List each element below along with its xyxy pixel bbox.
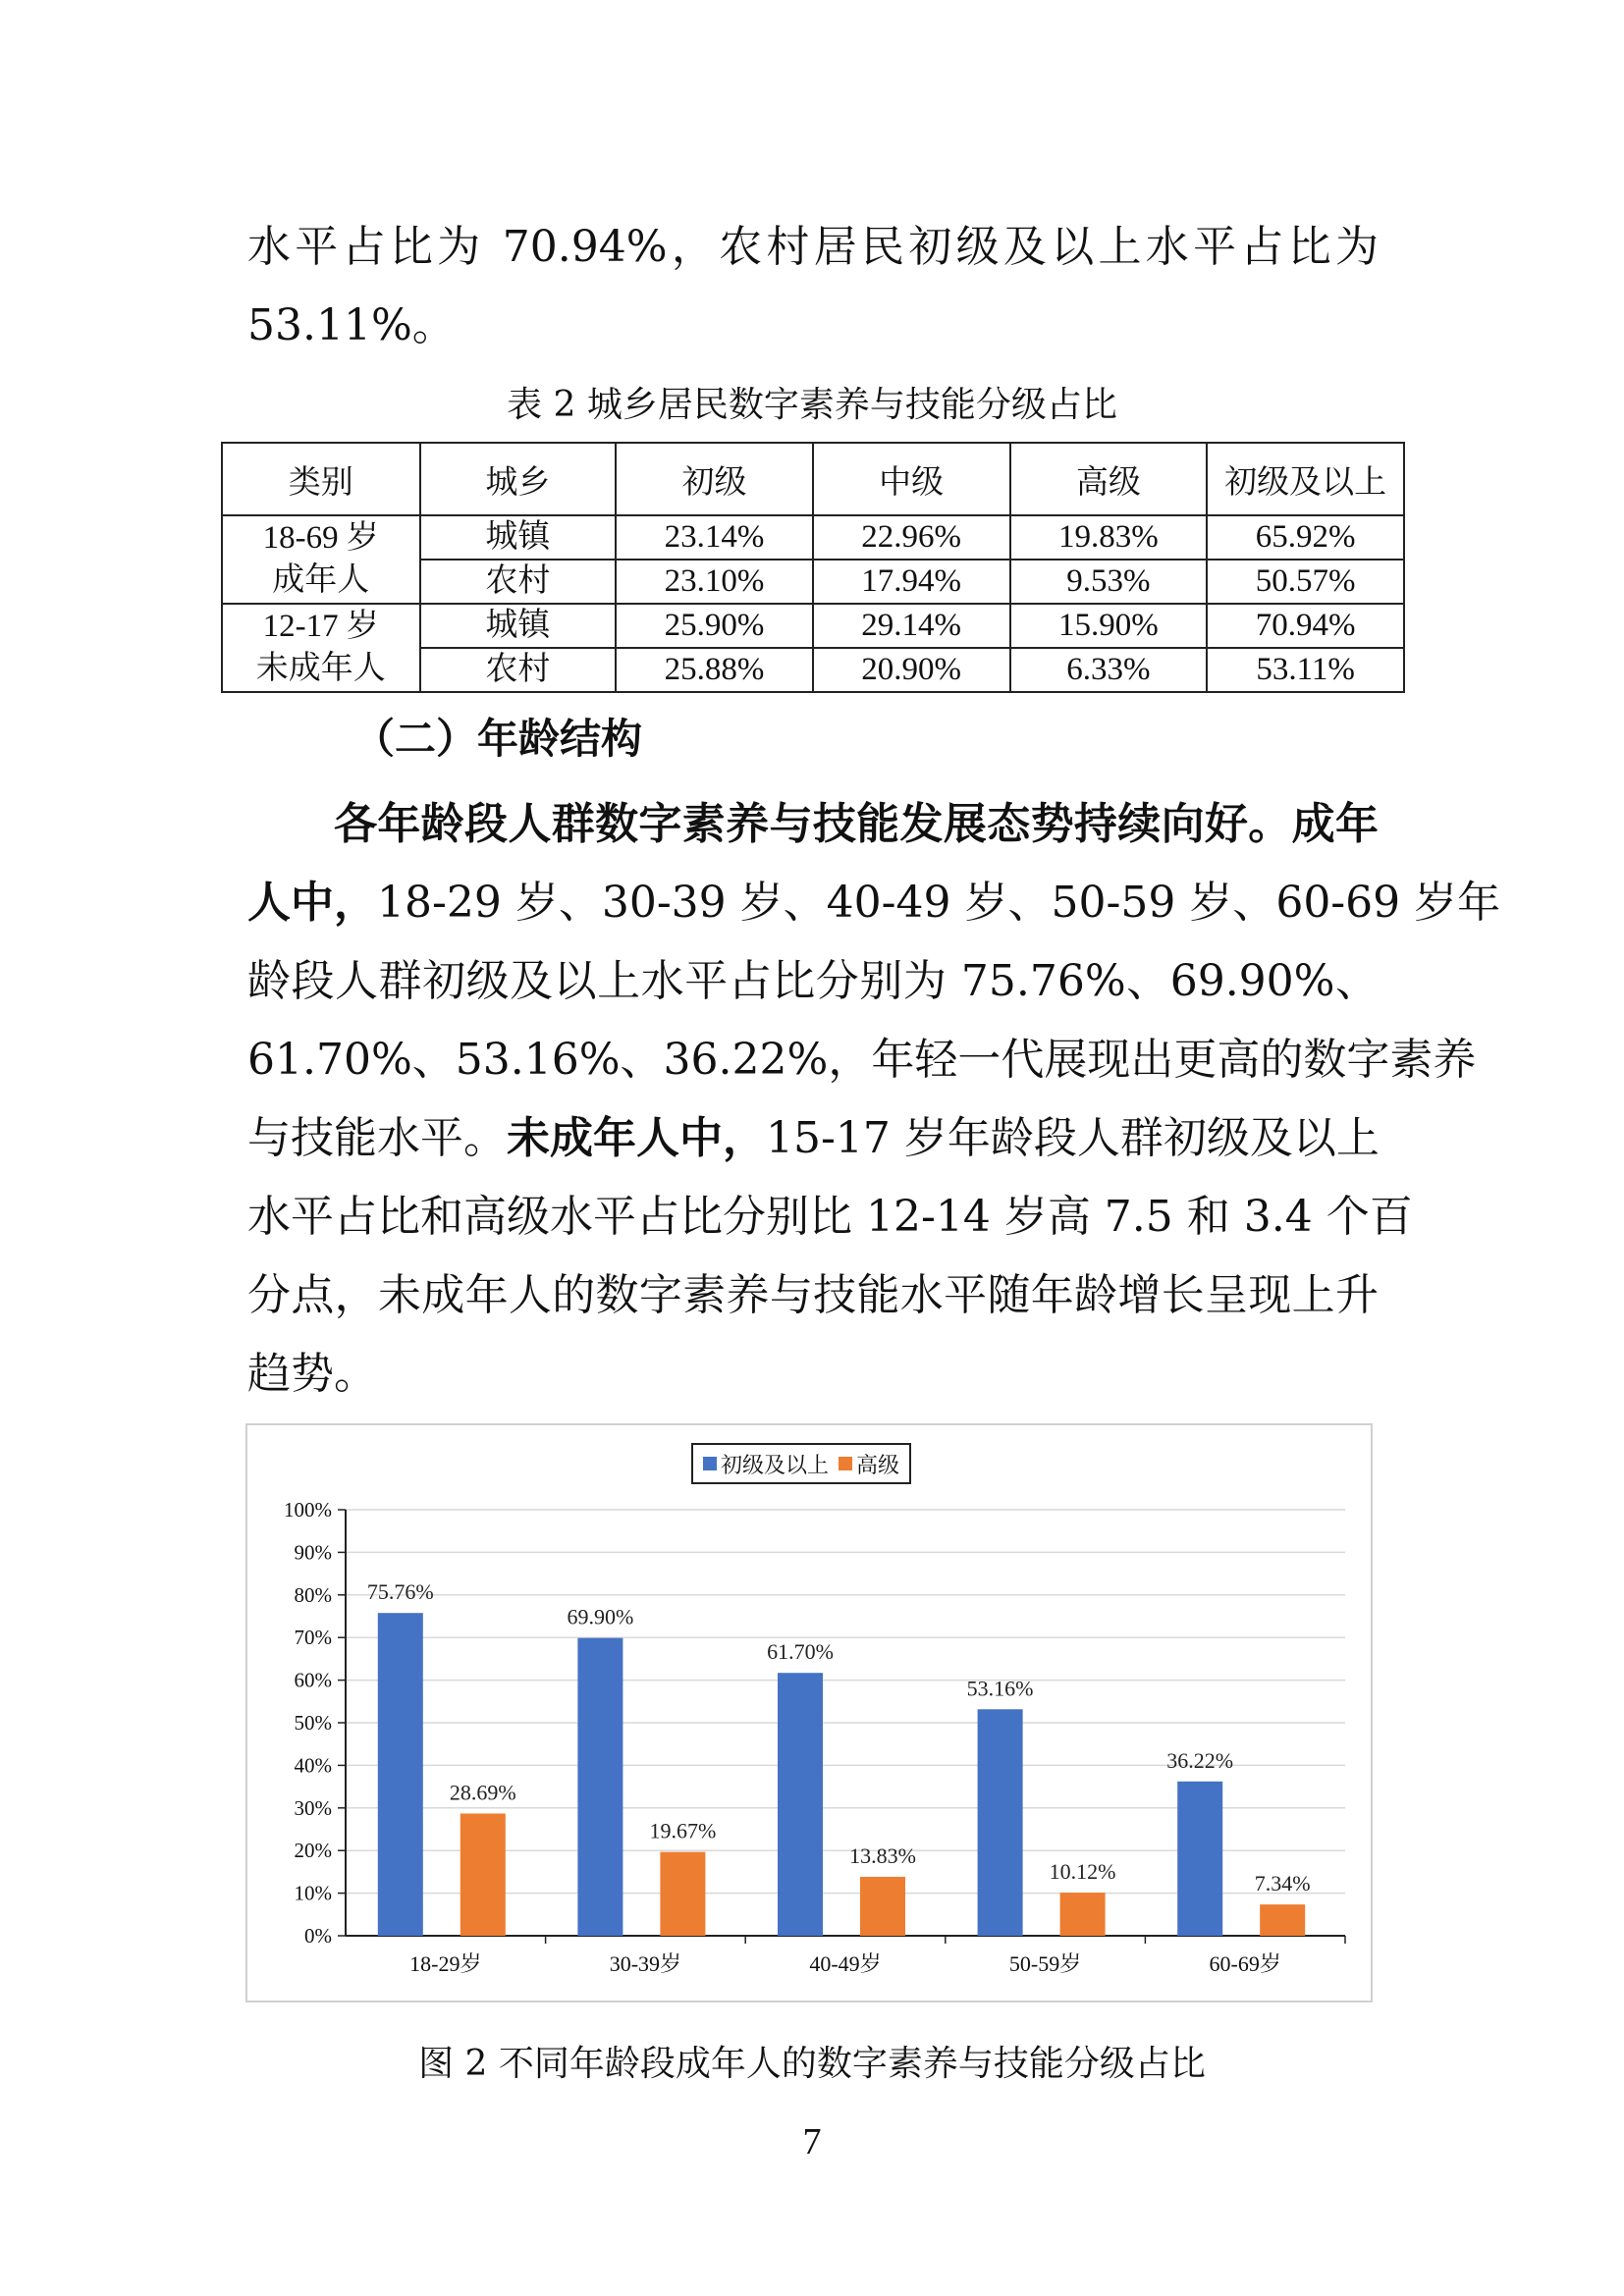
table-cell: 15.90% <box>1010 604 1208 648</box>
table-cell: 53.11% <box>1207 648 1404 692</box>
group-label-minor <box>222 604 420 692</box>
x-tick-label: 30-39岁 <box>609 1951 682 1976</box>
legend-label-advanced: 高级 <box>856 1453 900 1478</box>
table-cell: 19.83% <box>1010 515 1208 560</box>
data-label: 19.67% <box>649 1818 717 1843</box>
table-cell: 城镇 <box>420 515 617 560</box>
y-tick-label: 90% <box>294 1540 332 1565</box>
x-tick-label: 40-49岁 <box>809 1951 882 1976</box>
body-line-6: 水平占比和高级水平占比分别比 12-14 岁高 7.5 和 3.4 个百 <box>247 1192 1413 1242</box>
data-label: 13.83% <box>849 1842 916 1868</box>
legend-label-basic: 初级及以上 <box>721 1453 830 1478</box>
data-label: 69.90% <box>567 1604 634 1629</box>
header-basic-and-above: 初级及以上 <box>1207 443 1404 515</box>
bar-advanced <box>1260 1904 1305 1936</box>
table-cell: 城镇 <box>420 604 617 648</box>
bar-advanced <box>660 1852 705 1936</box>
body-line-5 <box>247 1099 1379 1178</box>
body-line-1: 各年龄段人群数字素养与技能发展态势持续向好。成年 <box>334 799 1379 849</box>
table-cell: 25.90% <box>616 604 813 648</box>
table-cell: 25.88% <box>616 648 813 692</box>
body-line-8: 趋势。 <box>247 1349 377 1399</box>
bar-advanced <box>860 1877 905 1936</box>
header-intermediate: 中级 <box>813 443 1010 515</box>
data-label: 10.12% <box>1049 1859 1116 1885</box>
group-label-line: 12-17 岁 <box>262 609 379 644</box>
table-cell: 20.90% <box>813 648 1010 692</box>
table-cell: 农村 <box>420 648 617 692</box>
table-row <box>222 604 1404 648</box>
intro-line-2: 53.11%。 <box>247 300 456 350</box>
table-cell: 70.94% <box>1207 604 1404 648</box>
group-label-line: 成年人 <box>272 562 370 598</box>
data-label: 36.22% <box>1166 1747 1234 1773</box>
body-line-2 <box>247 864 1501 942</box>
table-cell: 农村 <box>420 560 617 604</box>
table-cell: 22.96% <box>813 515 1010 560</box>
data-label: 53.16% <box>966 1676 1034 1701</box>
group-label-line: 18-69 岁 <box>262 520 379 556</box>
body-text: 与技能水平。 <box>247 1113 507 1163</box>
table-header-row <box>222 443 1404 515</box>
bar-basic <box>1177 1782 1222 1936</box>
body-text: 18-29 岁、30-39 岁、40-49 岁、50-59 岁、60-69 岁年 <box>377 878 1501 928</box>
section-heading: （二）年龄结构 <box>353 715 643 763</box>
table-cell: 23.14% <box>616 515 813 560</box>
table-cell: 23.10% <box>616 560 813 604</box>
group-label-line: 未成年人 <box>255 651 386 686</box>
body-line-7: 分点，未成年人的数字素养与技能水平随年龄增长呈现上升 <box>247 1270 1379 1320</box>
y-tick-label: 10% <box>294 1881 332 1905</box>
bar-advanced <box>1060 1893 1106 1936</box>
figure-caption: 图 2 不同年龄段成年人的数字素养与技能分级占比 <box>418 2044 1206 2084</box>
y-tick-label: 50% <box>294 1711 332 1735</box>
y-tick-label: 20% <box>294 1839 332 1863</box>
age-group-chart <box>245 1423 1373 2002</box>
data-label: 7.34% <box>1254 1871 1311 1896</box>
bar-basic <box>778 1673 823 1936</box>
page-number: 7 <box>802 2121 822 2163</box>
group-label-adult <box>222 515 420 604</box>
urban-rural-table <box>221 442 1405 693</box>
table-cell: 6.33% <box>1010 648 1208 692</box>
y-tick-label: 60% <box>294 1668 332 1692</box>
table-caption: 表 2 城乡居民数字素养与技能分级占比 <box>507 385 1117 425</box>
header-category: 类别 <box>222 443 420 515</box>
data-label: 61.70% <box>767 1639 834 1665</box>
y-tick-label: 100% <box>284 1498 332 1522</box>
table-cell: 50.57% <box>1207 560 1404 604</box>
header-advanced: 高级 <box>1010 443 1208 515</box>
x-tick-label: 60-69岁 <box>1209 1951 1281 1976</box>
body-text: 15-17 岁年龄段人群初级及以上 <box>766 1113 1380 1163</box>
body-paragraph <box>247 785 1501 1414</box>
bar-basic <box>978 1709 1023 1936</box>
x-tick-label: 50-59岁 <box>1008 1951 1082 1976</box>
table-cell: 29.14% <box>813 604 1010 648</box>
y-tick-label: 80% <box>294 1582 332 1607</box>
bar-advanced <box>460 1813 506 1936</box>
bar-basic <box>378 1613 423 1936</box>
x-tick-label: 18-29岁 <box>409 1951 482 1976</box>
data-label: 28.69% <box>449 1780 516 1805</box>
header-basic: 初级 <box>616 443 813 515</box>
table-cell: 17.94% <box>813 560 1010 604</box>
y-tick-label: 70% <box>294 1626 332 1650</box>
y-tick-label: 40% <box>294 1753 332 1778</box>
body-line-3: 龄段人群初级及以上水平占比分别为 75.76%、69.90%、 <box>247 956 1379 1006</box>
table-row <box>222 515 1404 560</box>
intro-line-1: 水平占比为 70.94%，农村居民初级及以上水平占比为 <box>247 222 1379 272</box>
table-cell: 65.92% <box>1207 515 1404 560</box>
bold-lead: 未成年人中， <box>507 1113 766 1163</box>
y-tick-label: 30% <box>294 1795 332 1820</box>
body-line-4: 61.70%、53.16%、36.22%，年轻一代展现出更高的数字素养 <box>247 1035 1477 1085</box>
y-tick-label: 0% <box>304 1924 332 1948</box>
bold-lead: 人中， <box>247 878 377 928</box>
chart-plot <box>247 1425 1371 2001</box>
table-cell: 9.53% <box>1010 560 1208 604</box>
intro-paragraph <box>247 208 1379 365</box>
bar-basic <box>577 1638 623 1936</box>
header-area: 城乡 <box>420 443 617 515</box>
data-label: 75.76% <box>366 1579 434 1605</box>
